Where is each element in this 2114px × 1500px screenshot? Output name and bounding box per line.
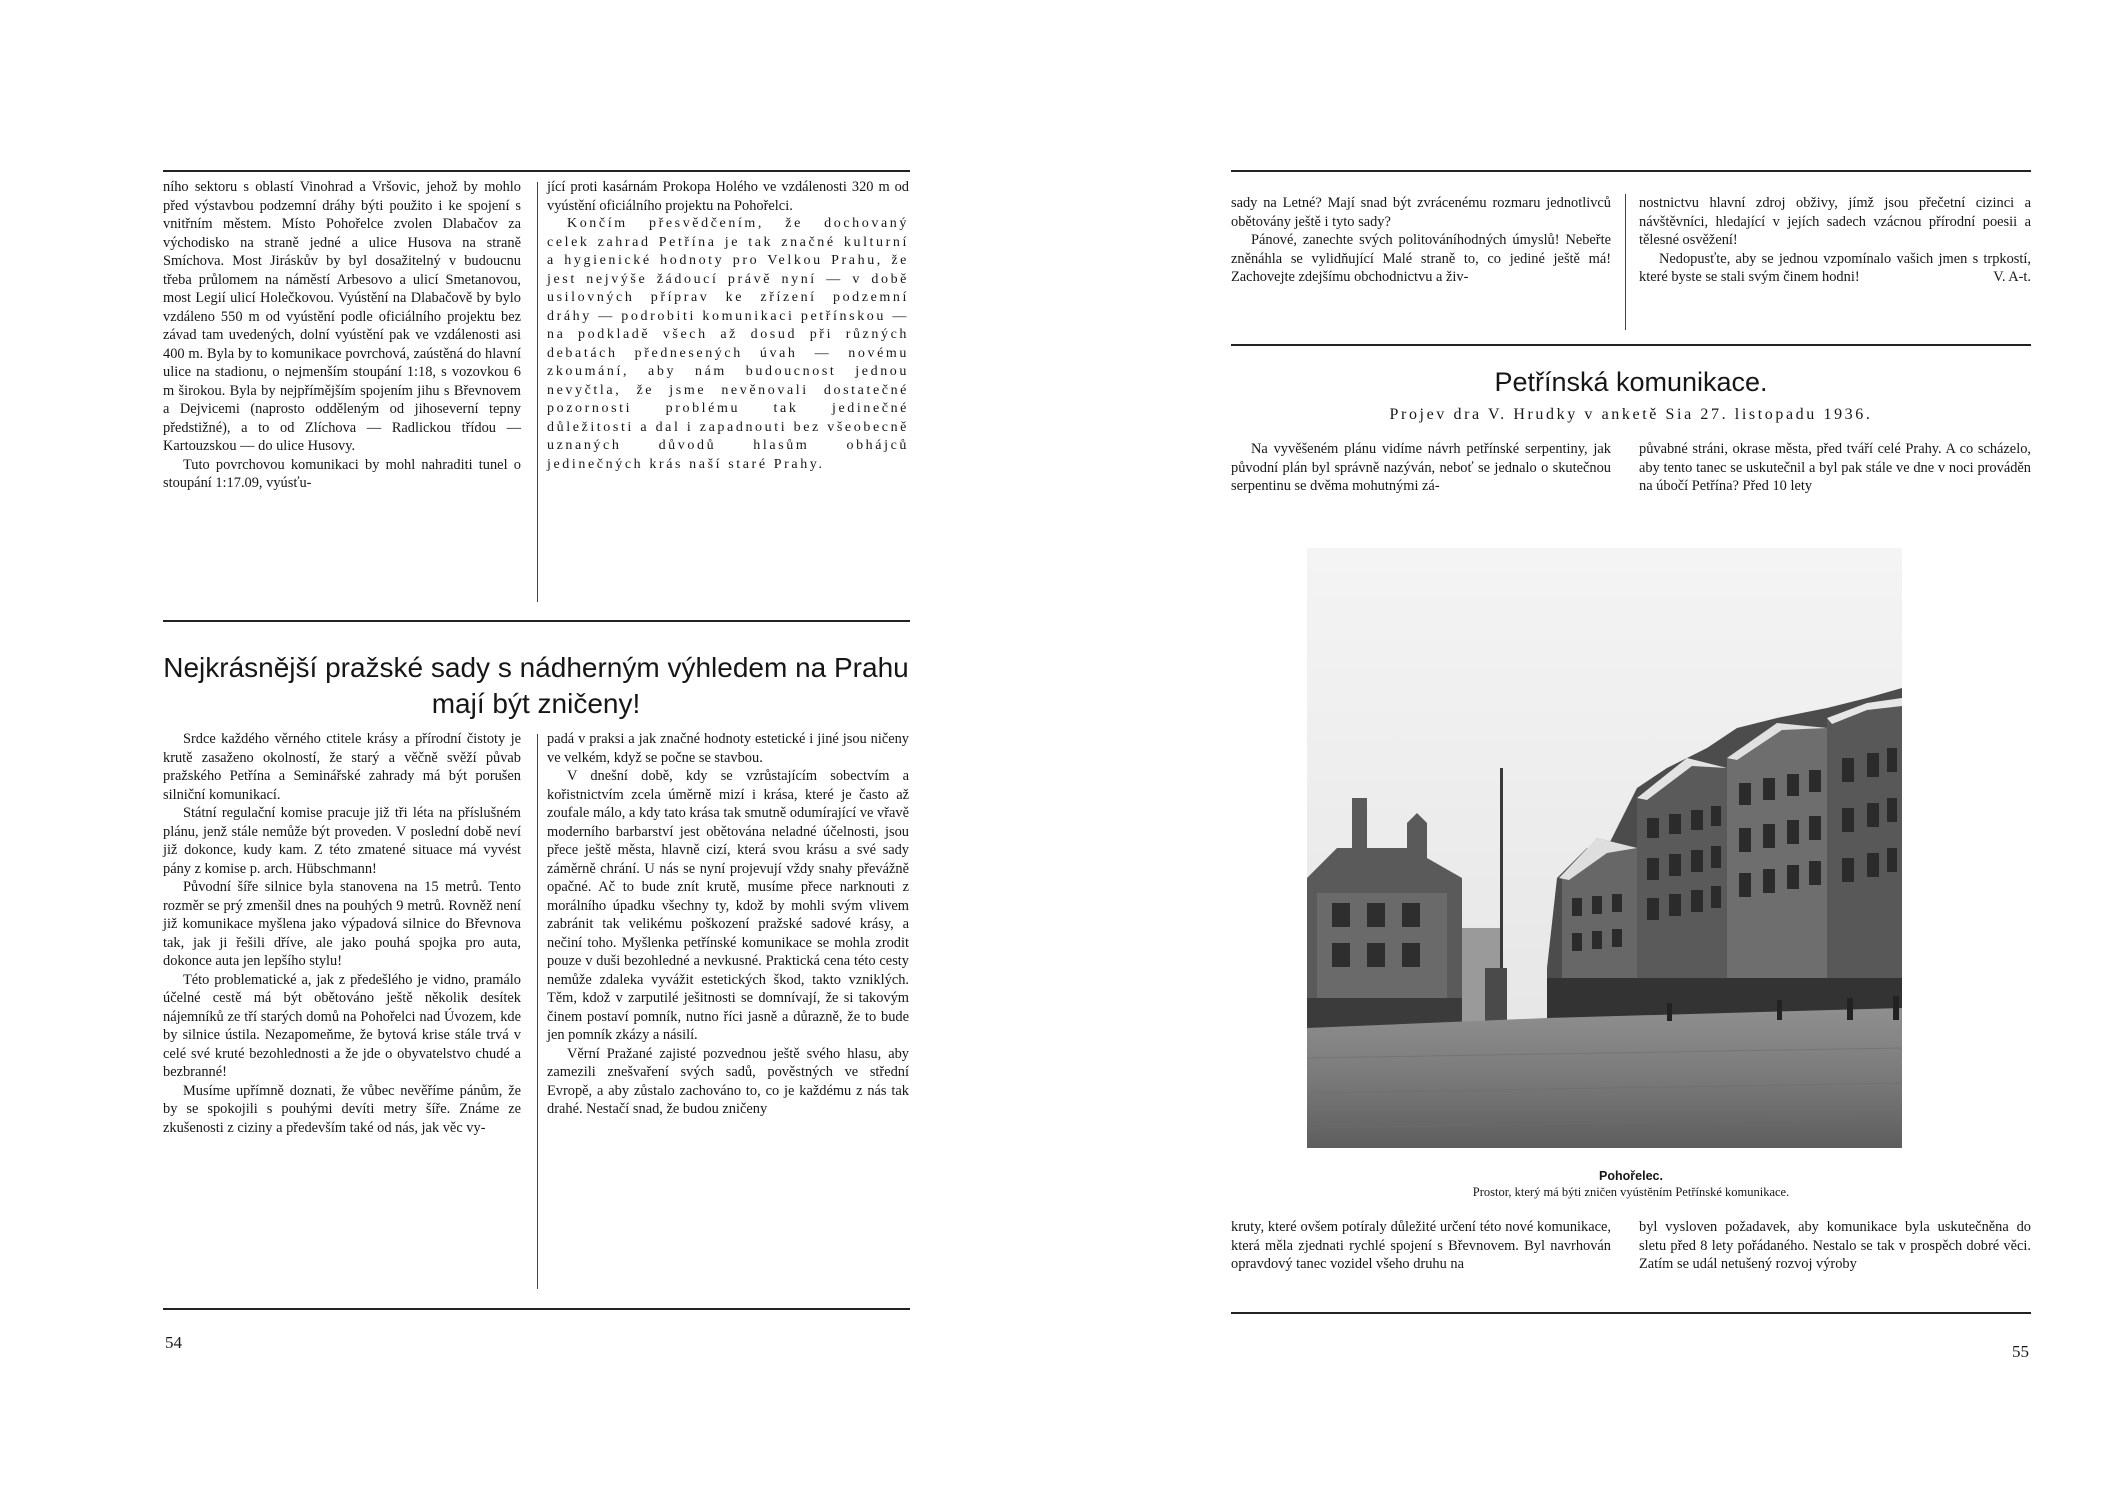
page-number: 54 — [165, 1333, 182, 1352]
left-top-column-2 — [547, 178, 909, 474]
photo-caption-title: Pohořelec. — [1599, 1169, 1663, 1183]
top-rule-left — [163, 170, 910, 172]
right-top-column-2 — [1639, 194, 2031, 287]
signature: V. A-t. — [1993, 269, 2031, 285]
paragraph: Státní regulační komise pracuje již tři léta na příslušném plánu, jenž stále nemůže být proveden. V poslední době neví již dokonce, kudy kam. Z této zmatené situace má vyvést pány z komise p. arch. Hübschmann! — [163, 805, 521, 877]
street-scene-image — [1307, 548, 1902, 1148]
paragraph: kruty, které ovšem potíraly důležité určení této nové komunikace, která měla zjednati rychlé spojení s Břevnovem. Byl navrhován opravdový tanec vozidel všeho druhu na — [1231, 1219, 1611, 1272]
paragraph — [1639, 250, 2031, 287]
article-headline — [155, 650, 917, 722]
paragraph: Na vyvěšeném plánu vidíme návrh petřínské serpentiny, jak původní plán byl správně nazýván, neboť se jednalo o skutečnou serpentinu se dvěma mohutnými zá- — [1231, 441, 1611, 494]
section-rule — [1231, 344, 2031, 346]
section-rule — [163, 620, 910, 622]
right-mid-column-2 — [1639, 440, 2031, 496]
bottom-rule-left — [163, 1308, 910, 1310]
right-mid-column-1 — [1231, 440, 1611, 496]
column-divider — [537, 734, 538, 1289]
headline-line-1: Nejkrásnější pražské sady s nádherným výhledem na Prahu — [163, 652, 909, 683]
article-subheadline: Projev dra V. Hrudky v anketě Sia 27. listopadu 1936. — [1389, 406, 1873, 423]
headline-line-2: mají být zničeny! — [431, 688, 641, 719]
spaced-paragraph: Končím přesvědčením, že dochovaný celek zahrad Petřína je tak značné kulturní a hygienické hodnoty pro Velkou Prahu, že jest nejvýše žádoucí právě nyní — v době usilovných příprav ke zřízení podzemní dráhy — podrobiti komunikaci petřínskou — na podkladě všech až dosud při různých debatách přednesených úvah — novému zkoumání, aby nám budoucnost jednou nevyčtla, že jsme nevěnovali dostatečné pozornosti problému tak jedinečné důležitosti a dal i zapadnouti bez všeobecně uznaných důvodů hlasům obhájců jedinečných krás naší staré Prahy. — [547, 216, 909, 472]
paragraph: Původní šíře silnice byla stanovena na 15 metrů. Tento rozměr se prý zmenšil dnes na pouhých 9 metrů. Rovněž není již komunikace myšlena jako výpadová silnice do Břevnova tak, jak ji řešili dříve, ale jako pouhá spojka pro auta, dokonce auta jen lepšího stylu! — [163, 879, 521, 969]
paragraph: padá v praksi a jak značné hodnoty estetické i jiné jsou ničeny ve velkém, když se počne se stavbou. — [547, 731, 909, 766]
paragraph: sady na Letné? Mají snad být zvrácenému rozmaru jednotlivců obětovány ještě i tyto sady? — [1231, 195, 1611, 230]
right-bottom-column-1 — [1231, 1218, 1611, 1274]
photo-caption-text: Prostor, který má býti zničen vyústěním Petřínské komunikace. — [1472, 1185, 1790, 1199]
paragraph: byl vysloven požadavek, aby komunikace byla uskutečněna do sletu před 8 lety pořádaného. Nestalo se tak v prospěch dobré věci. Zatím se udál netušený rozvoj výroby — [1639, 1219, 2031, 1272]
left-bottom-column-2 — [547, 730, 909, 1119]
right-top-column-1 — [1231, 194, 1611, 287]
paragraph: Tuto povrchovou komunikaci by mohl nahraditi tunel o stoupání 1:17.09, vyúsťu- — [163, 456, 521, 491]
right-page — [1057, 0, 2114, 1500]
paragraph: jící proti kasárnám Prokopa Holého ve vzdálenosti 320 m od vyústění oficiálního projektu na Pohořelci. — [547, 179, 909, 214]
paragraph: Musíme upřímně doznati, že vůbec nevěříme pánům, že by se spokojili s pouhými devíti metry šíře. Známe ze zkušenosti z ciziny a především také od nás, jak věc vy- — [163, 1082, 521, 1136]
paragraph: Této problematické a, jak z předešlého je vidno, pramálo účelné cestě má být obětováno ještě několik desítek nájemníků ze tří starých domů na Pohořelci nad Úvozem, kde by silnice ústila. Nezapomeňme, že bytová krise stále trvá v celé své kruté bezohlednosti a že jde o obyvatelstvo chudé a bezbranné! — [163, 971, 521, 1080]
left-top-column-1 — [163, 178, 521, 493]
top-rule-right — [1231, 170, 2031, 172]
right-bottom-column-2 — [1639, 1218, 2031, 1274]
page-number: 55 — [2012, 1342, 2029, 1361]
article-headline: Petřínská komunikace. — [1494, 367, 1768, 397]
closing-sentence: Nedopusťte, aby se jednou vzpomínalo vašich jmen s trpkostí, které byste se stali svým činem hodni! — [1639, 250, 2031, 285]
left-bottom-column-1 — [163, 730, 521, 1137]
pohorelec-photograph — [1307, 548, 1902, 1148]
paragraph: V dnešní době, kdy se vzrůstajícím sobectvím a kořistnictvím zcela úměrně mizí i krása, které je často až zoufale málo, a kdy tato krása tak smutně odumírající ve vřavě moderního barbarství jest obětována neladné účelnosti, jsou přece ještě města, hlavně cizí, která svou krásu a své sady záměrně chrání. U nás se nyní projevují vždy snahy převážně opačné. Ač to bude znít krutě, musíme přece narknouti z morálního úpadku všechny ty, kdož by mohli svým vlivem zabránit tak velikému poškození pražské sadové krásy, a nečiní toho. Myšlenka petřínské komunikace se mohla zrodit pouze v duši bezohledné a nevkusné. Praktická cena této cesty nemůže zdaleka vyvážit estetických škod, takto vzniklých. Těm, kdož v zarputilé ješitnosti se domnívají, že si takovým činem postaví pomník, nutno říci jasně a důrazně, že to bude jen pomník zkázy a násilí. — [547, 768, 909, 1043]
photo-caption — [1231, 1168, 2031, 1200]
paragraph: ního sektoru s oblastí Vinohrad a Vršovic, jehož by mohlo před výstavbou podzemní dráhy býti použito i ke spojení s vnitřním městem. Místo Pohořelce zvolen Dlabačov za východisko na straně jedné a ulice Husova na straně Smíchova. Most Jiráskův by byl dosažitelný v budoucnu třeba průlomem na náměstí Arbesovo a ulicí Smetanovou, most Legií ulicí Holečkovou. Vyústění na Dlabačově by bylo vzdáleno 550 m od vyústění podle oficiálního projektu bez závad tam uvedených, dolní vyústění pak ve vzdálenosti asi 400 m. Byla by to komunikace povrchová, zaústěná do hlavní ulice na stadionu, o nejmenším stoupání 1:18, s vozovkou 6 m širokou. Byla by nejpřímějším spojením jihu s Břevnovem a Dejvicemi (naprosto odděleným od jihoseverní tepny předstižné), a to od Zlíchova — Radlickou třídou — Kartouzskou — do ulice Husovy. — [163, 179, 521, 454]
paragraph: Pánové, zanechte svých politováníhodných úmyslů! Nebeřte zněnáhla se vylidňující Malé straně to, co jediné ještě má! Zachovejte zdejšímu obchodnictvu a živ- — [1231, 232, 1611, 285]
paragraph: nostnictvu hlavní zdroj obživy, jímž jsou přečetní cizinci a návštěvníci, hledající v jejích sadech vzácnou přírodní poesii a tělesné osvěžení! — [1639, 195, 2031, 248]
column-divider — [537, 182, 538, 602]
paragraph: Srdce každého věrného ctitele krásy a přírodní čistoty je krutě zasaženo okolností, že starý a věčně svěží půvab pražského Petřína a Seminářské zahrady má být porušen silniční komunikací. — [163, 731, 521, 803]
paragraph: půvabné stráni, okrase města, před tváří celé Prahy. A co scházelo, aby tento tanec se uskutečnil a byl pak stále ve dne v noci prováděn na úbočí Petřína? Před 10 lety — [1639, 441, 2031, 494]
column-divider — [1625, 194, 1626, 330]
bottom-rule-right — [1231, 1312, 2031, 1314]
paragraph: Věrní Pražané zajisté pozvednou ještě svého hlasu, aby zamezili znešvaření svých sadů, pověstných ve střední Evropě, a aby zůstalo zachováno to, co je každému z nás tak drahé. Nestačí snad, že budou zničeny — [547, 1045, 909, 1117]
